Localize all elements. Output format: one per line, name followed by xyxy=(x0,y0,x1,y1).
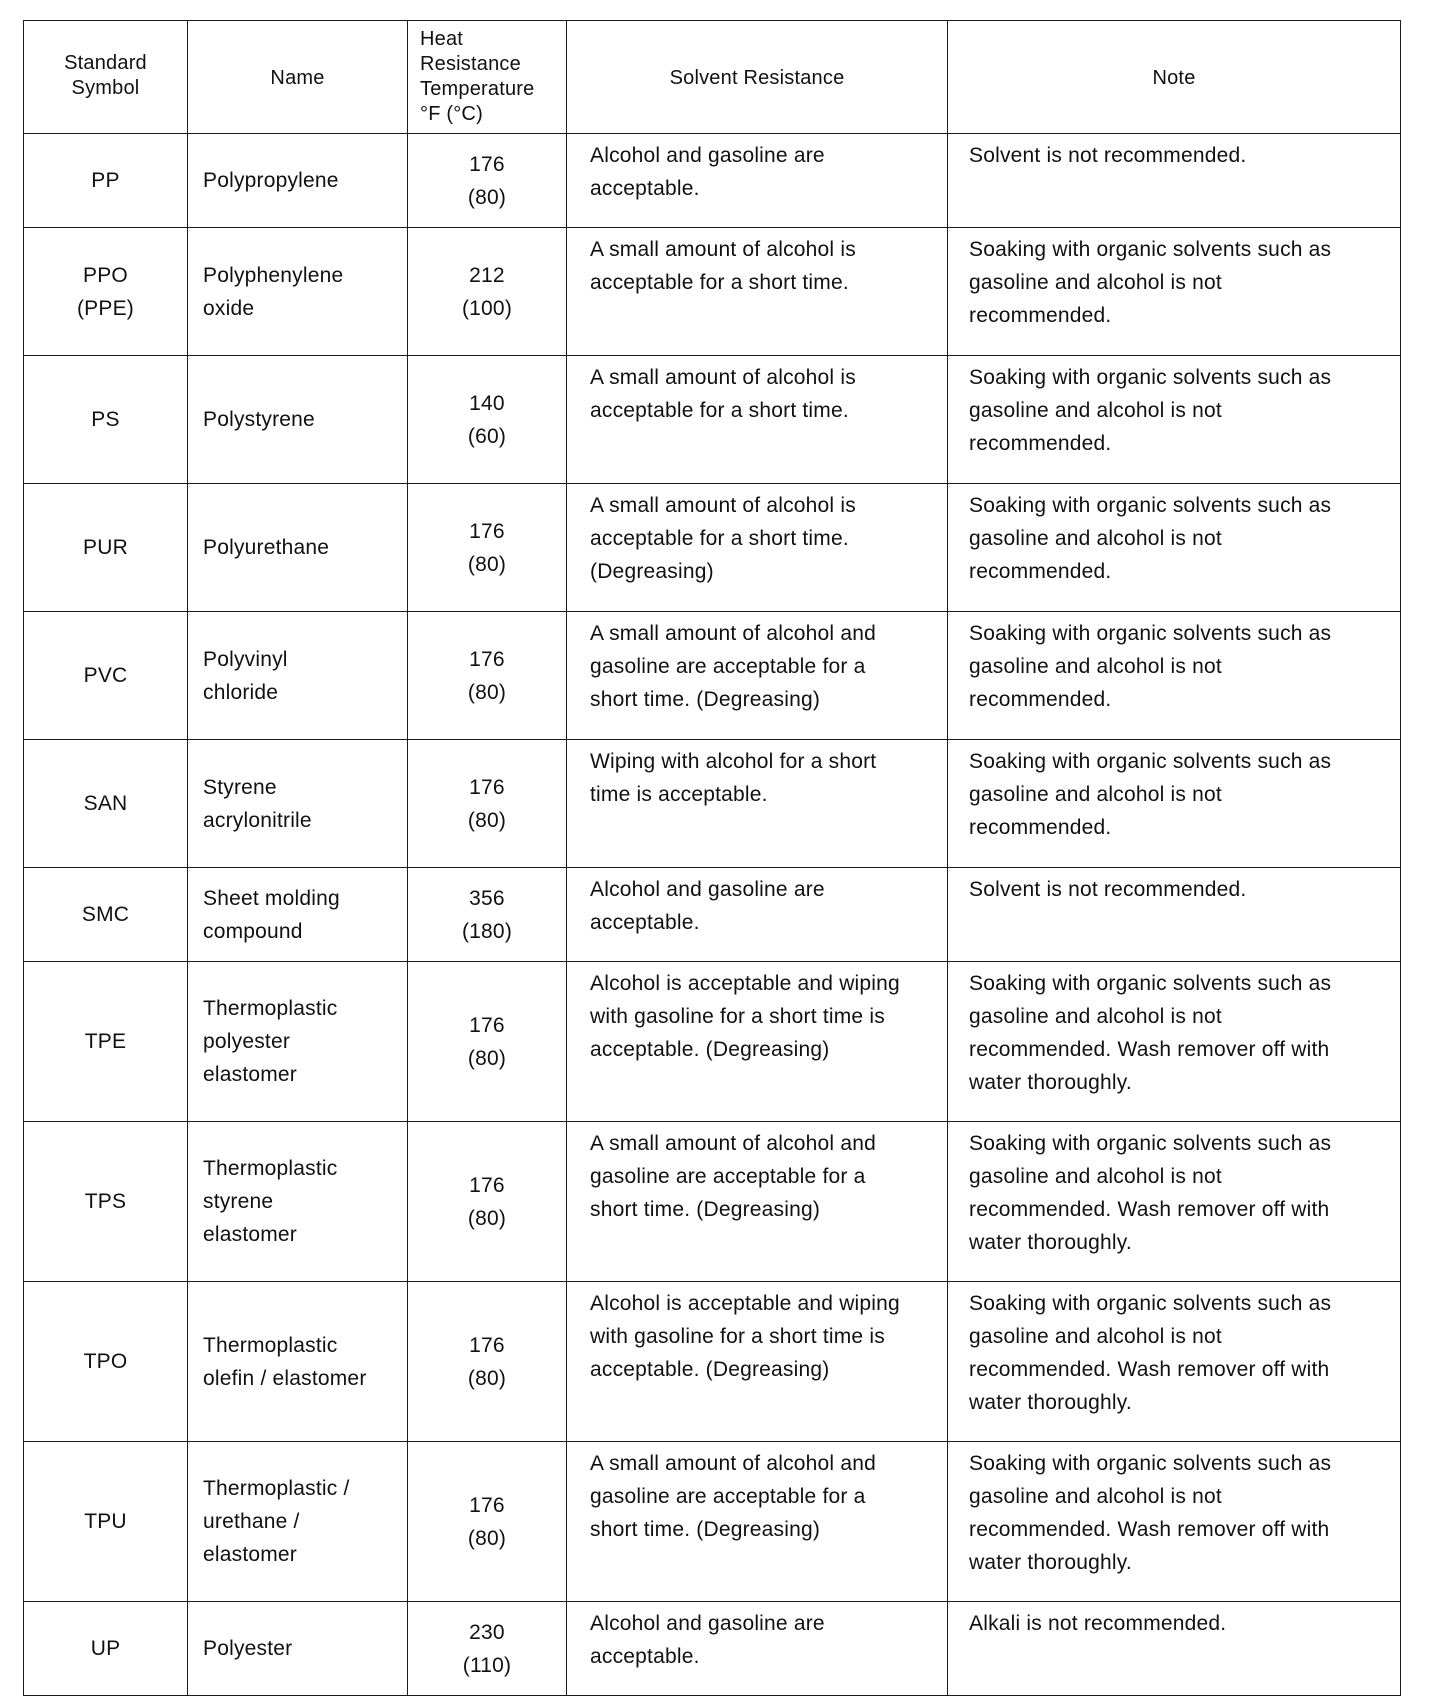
plastics-resistance-table xyxy=(23,20,1401,1696)
cell-name: Polyvinyl chloride xyxy=(188,612,408,740)
table-row xyxy=(24,740,1401,868)
table-row xyxy=(24,356,1401,484)
cell-heat-resistance: 176 (80) xyxy=(408,1122,567,1282)
table-row xyxy=(24,228,1401,356)
cell-heat-resistance: 176 (80) xyxy=(408,134,567,228)
cell-heat-resistance: 176 (80) xyxy=(408,740,567,868)
cell-heat-resistance: 356 (180) xyxy=(408,868,567,962)
table-row xyxy=(24,1442,1401,1602)
cell-standard-symbol: PUR xyxy=(24,484,188,612)
cell-solvent-resistance: A small amount of alcohol is acceptable for a short time. xyxy=(567,356,948,484)
cell-note: Soaking with organic solvents such as gasoline and alcohol is not recommended. xyxy=(948,356,1401,484)
header-note: Note xyxy=(948,21,1401,134)
cell-name: Thermoplastic styrene elastomer xyxy=(188,1122,408,1282)
cell-note: Soaking with organic solvents such as gasoline and alcohol is not recommended. Wash remover off with water thoroughly. xyxy=(948,962,1401,1122)
cell-name: Polyphenylene oxide xyxy=(188,228,408,356)
table-row xyxy=(24,484,1401,612)
cell-standard-symbol: PPO (PPE) xyxy=(24,228,188,356)
cell-name: Polystyrene xyxy=(188,356,408,484)
cell-note: Solvent is not recommended. xyxy=(948,134,1401,228)
cell-name: Thermoplastic / urethane / elastomer xyxy=(188,1442,408,1602)
cell-standard-symbol: TPE xyxy=(24,962,188,1122)
table-row xyxy=(24,612,1401,740)
header-solvent-resistance: Solvent Resistance xyxy=(567,21,948,134)
cell-standard-symbol: PS xyxy=(24,356,188,484)
cell-name: Polyester xyxy=(188,1602,408,1696)
plastics-table-container xyxy=(23,20,1400,1696)
cell-standard-symbol: SAN xyxy=(24,740,188,868)
cell-standard-symbol: PP xyxy=(24,134,188,228)
cell-solvent-resistance: A small amount of alcohol and gasoline are acceptable for a short time. (Degreasing) xyxy=(567,1122,948,1282)
header-standard-symbol: Standard Symbol xyxy=(24,21,188,134)
table-row xyxy=(24,1282,1401,1442)
cell-heat-resistance: 176 (80) xyxy=(408,612,567,740)
cell-name: Sheet molding compound xyxy=(188,868,408,962)
cell-solvent-resistance: Alcohol and gasoline are acceptable. xyxy=(567,868,948,962)
cell-note: Solvent is not recommended. xyxy=(948,868,1401,962)
cell-name: Polyurethane xyxy=(188,484,408,612)
cell-standard-symbol: UP xyxy=(24,1602,188,1696)
cell-note: Soaking with organic solvents such as gasoline and alcohol is not recommended. xyxy=(948,228,1401,356)
cell-name: Thermoplastic olefin / elastomer xyxy=(188,1282,408,1442)
table-row xyxy=(24,962,1401,1122)
cell-solvent-resistance: Alcohol and gasoline are acceptable. xyxy=(567,1602,948,1696)
cell-standard-symbol: SMC xyxy=(24,868,188,962)
table-body xyxy=(24,134,1401,1696)
cell-heat-resistance: 212 (100) xyxy=(408,228,567,356)
cell-heat-resistance: 176 (80) xyxy=(408,962,567,1122)
cell-note: Soaking with organic solvents such as gasoline and alcohol is not recommended. xyxy=(948,484,1401,612)
cell-note: Alkali is not recommended. xyxy=(948,1602,1401,1696)
cell-note: Soaking with organic solvents such as gasoline and alcohol is not recommended. Wash remover off with water thoroughly. xyxy=(948,1122,1401,1282)
cell-heat-resistance: 176 (80) xyxy=(408,484,567,612)
cell-name: Thermoplastic polyester elastomer xyxy=(188,962,408,1122)
table-row xyxy=(24,1602,1401,1696)
cell-solvent-resistance: Alcohol is acceptable and wiping with gasoline for a short time is acceptable. (Degreasing) xyxy=(567,1282,948,1442)
header-heat-resistance: Heat Resistance Temperature °F (°C) xyxy=(408,21,567,134)
cell-heat-resistance: 176 (80) xyxy=(408,1442,567,1602)
cell-solvent-resistance: A small amount of alcohol and gasoline are acceptable for a short time. (Degreasing) xyxy=(567,612,948,740)
table-row xyxy=(24,134,1401,228)
cell-solvent-resistance: Wiping with alcohol for a short time is acceptable. xyxy=(567,740,948,868)
cell-standard-symbol: TPS xyxy=(24,1122,188,1282)
cell-standard-symbol: TPU xyxy=(24,1442,188,1602)
cell-note: Soaking with organic solvents such as gasoline and alcohol is not recommended. xyxy=(948,740,1401,868)
cell-solvent-resistance: Alcohol and gasoline are acceptable. xyxy=(567,134,948,228)
cell-heat-resistance: 176 (80) xyxy=(408,1282,567,1442)
table-row xyxy=(24,868,1401,962)
cell-note: Soaking with organic solvents such as gasoline and alcohol is not recommended. Wash remover off with water thoroughly. xyxy=(948,1442,1401,1602)
table-row xyxy=(24,1122,1401,1282)
cell-name: Polypropylene xyxy=(188,134,408,228)
cell-note: Soaking with organic solvents such as gasoline and alcohol is not recommended. Wash remover off with water thoroughly. xyxy=(948,1282,1401,1442)
cell-solvent-resistance: Alcohol is acceptable and wiping with gasoline for a short time is acceptable. (Degreasing) xyxy=(567,962,948,1122)
cell-solvent-resistance: A small amount of alcohol is acceptable for a short time. xyxy=(567,228,948,356)
cell-heat-resistance: 140 (60) xyxy=(408,356,567,484)
table-header-row xyxy=(24,21,1401,134)
header-name: Name xyxy=(188,21,408,134)
cell-standard-symbol: PVC xyxy=(24,612,188,740)
cell-solvent-resistance: A small amount of alcohol and gasoline are acceptable for a short time. (Degreasing) xyxy=(567,1442,948,1602)
cell-solvent-resistance: A small amount of alcohol is acceptable for a short time. (Degreasing) xyxy=(567,484,948,612)
cell-name: Styrene acrylonitrile xyxy=(188,740,408,868)
cell-note: Soaking with organic solvents such as gasoline and alcohol is not recommended. xyxy=(948,612,1401,740)
cell-heat-resistance: 230 (110) xyxy=(408,1602,567,1696)
cell-standard-symbol: TPO xyxy=(24,1282,188,1442)
